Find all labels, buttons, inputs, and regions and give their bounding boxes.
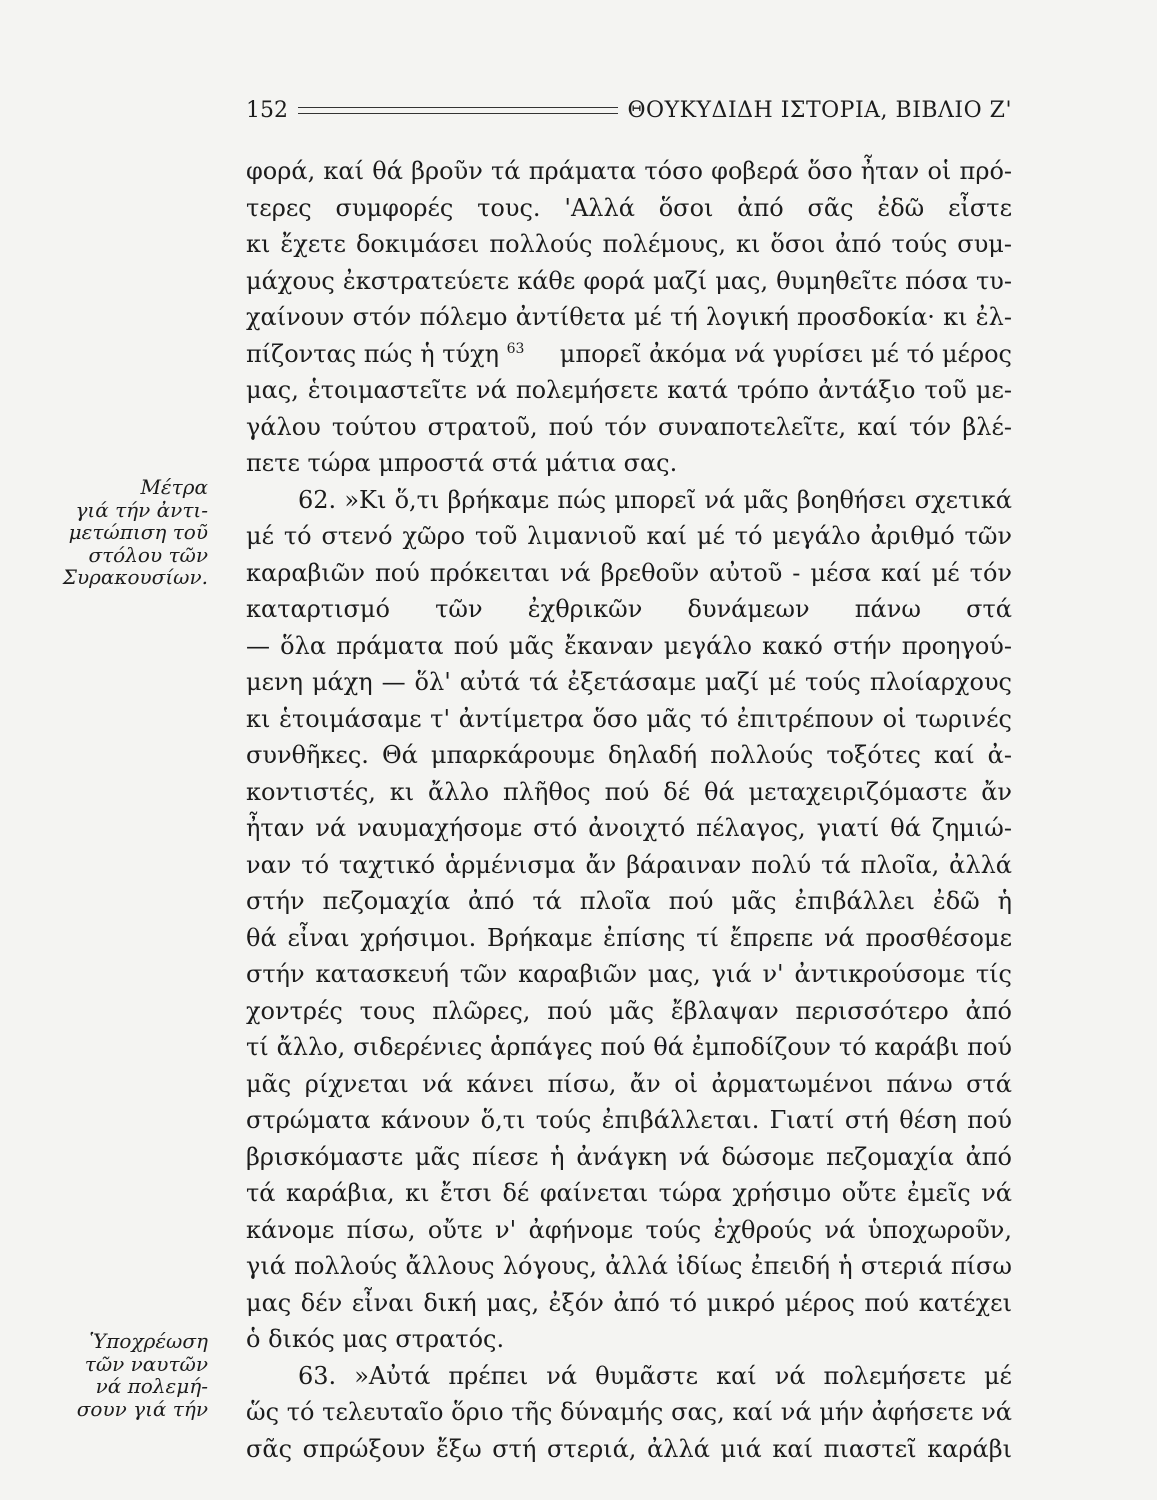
text-line: κι ἔχετε δοκιμάσει πολλούς πολέμους, κι ὅσοι ἀπό τούς συμ- <box>246 230 1012 258</box>
margin-note-line: σουν γιά τήν <box>76 1396 208 1421</box>
text-line: — ὅλα πράματα πού μᾶς ἔκαναν μεγάλο κακό στήν προηγού- <box>246 631 1012 660</box>
text-line-with-footnote <box>246 336 1012 373</box>
page-header <box>246 92 1012 128</box>
text-line: 63. »Αὐτά πρέπει νά θυμᾶστε καί νά πολεμήσετε μέ <box>298 1361 1012 1390</box>
text-line: βρισκόμαστε μᾶς πίεσε ἡ ἀνάγκη νά δώσομε πεζομαχία ἀπό <box>246 1142 1012 1171</box>
text-line: τερες συμφορές τους. 'Αλλά ὅσοι ἀπό σᾶς ἐδῶ εἶστε <box>246 193 1012 222</box>
margin-note-line: τῶν ναυτῶν <box>84 1351 208 1376</box>
text-line: τά καράβια, κι ἔτσι δέ φαίνεται τώρα χρήσιμο οὔτε ἐμεῖς νά <box>246 1179 1012 1207</box>
text-line: γάλου τούτου στρατοῦ, πού τόν συναποτελεῖτε, καί τόν βλέ- <box>246 412 1012 441</box>
text-line: μάχους ἐκστρατεύετε κάθε φορά μαζί μας, θυμηθεῖτε πόσα τυ- <box>246 266 1012 295</box>
text-line: μέ τό στενό χῶρο τοῦ λιμανιοῦ καί μέ τό μεγάλο ἀριθμό τῶν <box>246 522 1012 550</box>
margin-note-measures <box>40 476 208 589</box>
text-fragment: πίζοντας πώς ἡ τύχη <box>246 339 499 368</box>
text-line: καραβιῶν πού πρόκειται νά βρεθοῦν αὐτοῦ - μέσα καί μέ τόν <box>246 558 1012 587</box>
running-title: ΘΟΥΚΥΔΙΔΗ ΙΣΤΟΡΙΑ, ΒΙΒΛΙΟ Ζ' <box>627 97 1012 123</box>
text-line: κι ἑτοιμάσαμε τ' ἀντίμετρα ὅσο μᾶς τό ἐπιτρέπουν οἱ τωρινές <box>246 704 1012 733</box>
header-rule <box>298 107 618 114</box>
margin-note-line: μετώπιση τοῦ <box>68 520 208 544</box>
text-line: θά εἶναι χρήσιμοι. Βρήκαμε ἐπίσης τί ἔπρεπε νά προσθέσομε <box>246 923 1012 952</box>
text-line: ὁ δικός μας στρατός. <box>246 1325 505 1353</box>
body-text <box>246 153 1012 1467</box>
text-line: μᾶς ρίχνεται νά κάνει πίσω, ἄν οἱ ἀρματωμένοι πάνω στά <box>246 1069 1012 1098</box>
text-line: μας, ἑτοιμαστεῖτε νά πολεμήσετε κατά τρόπο ἀντάξιο τοῦ με- <box>246 376 1012 404</box>
margin-note-line: Συρακουσίων. <box>62 565 208 589</box>
margin-note-line: Ὑποχρέωση <box>89 1329 208 1353</box>
text-line: στρώματα κάνουν ὅ,τι τούς ἐπιβάλλεται. Γιατί στή θέση πού <box>246 1106 1012 1134</box>
text-line: πετε τώρα μπροστά στά μάτια σας. <box>246 449 678 477</box>
text-line: γιά πολλούς ἄλλους λόγους, ἀλλά ἰδίως ἐπειδή ἡ στεριά πίσω <box>246 1252 1012 1280</box>
text-line: μενη μάχη — ὅλ' αὐτά τά ἐξετάσαμε μαζί μέ τούς πλοίαρχους <box>246 668 1012 696</box>
margin-note-obligation <box>40 1330 208 1420</box>
text-line: φορά, καί θά βροῦν τά πράματα τόσο φοβερά ὅσο ἦταν οἱ πρό- <box>246 157 1012 185</box>
text-fragment: μπορεῖ ἀκόμα νά γυρίσει μέ τό μέρος <box>559 339 1012 368</box>
text-line: μας δέν εἶναι δική μας, ἐξόν ἀπό τό μικρό μέρος πού κατέχει <box>246 1288 1012 1317</box>
page-number: 152 <box>246 97 288 123</box>
text-line: ὥς τό τελευταῖο ὅριο τῆς δύναμής σας, καί νά μήν ἀφήσετε νά <box>246 1398 1012 1426</box>
margin-note-line: στόλου τῶν <box>88 542 208 567</box>
text-line: ἦταν νά ναυμαχήσομε στό ἀνοιχτό πέλαγος, γιατί θά ζημιώ- <box>246 814 1012 842</box>
text-line: τί ἄλλο, σιδερένιες ἁρπάγες πού θά ἐμποδίζουν τό καράβι πού <box>246 1033 1012 1061</box>
text-line: καταρτισμό τῶν ἐχθρικῶν δυνάμεων πάνω στά <box>246 595 1012 623</box>
footnote-ref: 63 <box>506 340 525 357</box>
text-line: στήν πεζομαχία ἀπό τά πλοῖα πού μᾶς ἐπιβάλλει ἐδῶ ἡ <box>246 887 1012 915</box>
text-line: κοντιστές, κι ἄλλο πλῆθος πού δέ θά μεταχειριζόμαστε ἄν <box>246 777 1012 806</box>
text-line: σᾶς σπρώξουν ἔξω στή στεριά, ἀλλά μιά καί πιαστεῖ καράβι <box>246 1434 1012 1463</box>
text-line: κάνομε πίσω, οὔτε ν' ἀφήνομε τούς ἐχθρούς νά ὑποχωροῦν, <box>246 1215 1012 1244</box>
text-line: συνθῆκες. Θά μπαρκάρουμε δηλαδή πολλούς τοξότες καί ἀ- <box>246 741 1012 769</box>
text-line: χαίνουν στόν πόλεμο ἀντίθετα μέ τή λογική προσδοκία· κι ἐλ- <box>246 303 1012 331</box>
text-line: 62. »Κι ὅ,τι βρήκαμε πώς μπορεῖ νά μᾶς βοηθήσει σχετικά <box>298 485 1012 514</box>
margin-note-line: γιά τήν ἀντι- <box>75 497 208 522</box>
text-line: ναν τό ταχτικό ἁρμένισμα ἄν βάραιναν πολύ τά πλοῖα, ἀλλά <box>246 850 1012 879</box>
margin-note-line: νά πολεμή- <box>95 1374 208 1398</box>
text-line: στήν κατασκευή τῶν καραβιῶν μας, γιά ν' ἀντικρούσομε τίς <box>246 960 1012 988</box>
text-line: χοντρές τους πλῶρες, πού μᾶς ἔβλαψαν περισσότερο ἀπό <box>246 996 1012 1025</box>
margin-note-line: Μέτρα <box>140 475 208 499</box>
